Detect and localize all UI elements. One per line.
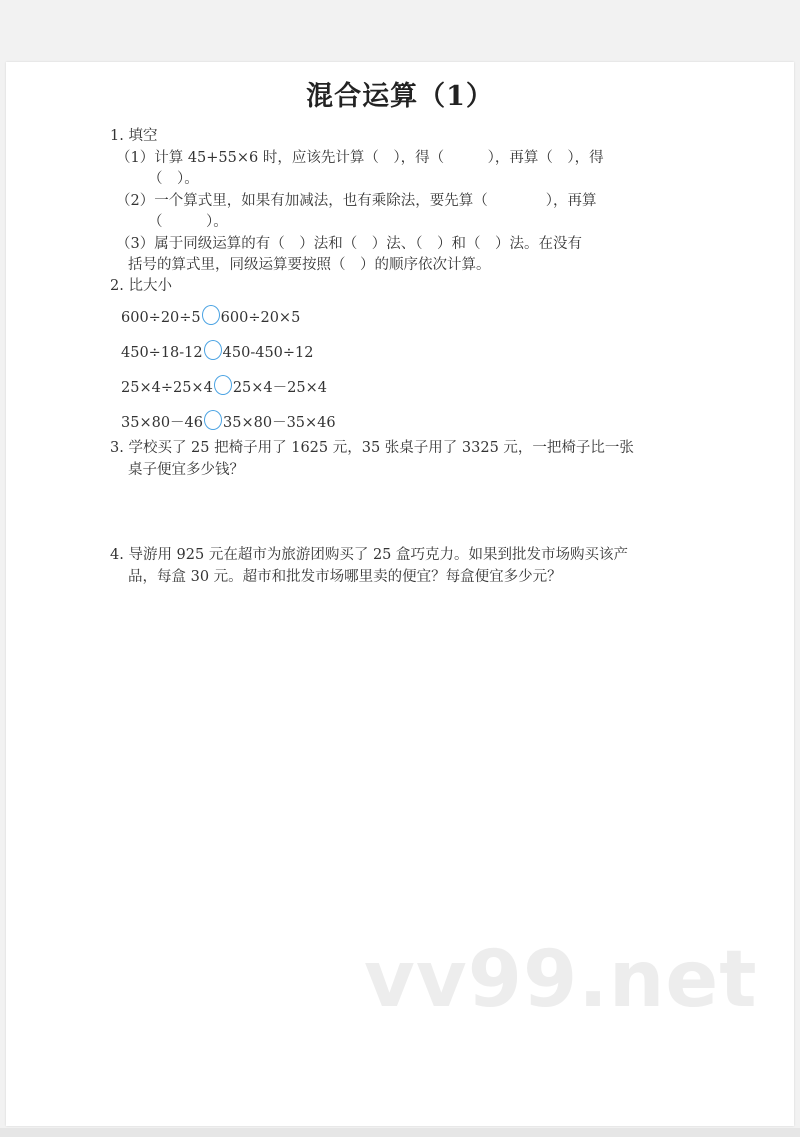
- q4-line2: 品，每盒 30 元。超市和批发市场哪里卖的便宜？每盒便宜多少元？: [128, 569, 562, 585]
- answer-circle[interactable]: [202, 305, 220, 325]
- q1-part2-line1: （2）一个算式里，如果有加减法，也有乘除法，要先算（ ），再算: [116, 193, 597, 209]
- watermark: vv99.net: [364, 935, 758, 1025]
- compare-left: 25×4÷25×4: [121, 380, 213, 396]
- q1-part1-line1: （1）计算 45+55×6 时，应该先计算（ ），得（ ），再算（ ），得: [116, 150, 604, 166]
- compare-right: 25×4－25×4: [232, 380, 327, 396]
- q4-line1: 4. 导游用 925 元在超市为旅游团购买了 25 盒巧克力。如果到批发市场购买该产: [110, 547, 629, 563]
- compare-left: 450÷18-12: [121, 345, 203, 361]
- compare-row-3: [121, 375, 327, 399]
- q1-part3-line1: （3）属于同级运算的有（ ）法和（ ）法、（ ）和（ ）法。在没有: [116, 236, 582, 252]
- q2-heading: 2. 比大小: [110, 278, 172, 294]
- q3-line2: 桌子便宜多少钱？: [128, 462, 244, 478]
- q1-part1-line2: （ ）。: [148, 171, 199, 187]
- bottom-strip: [0, 1128, 800, 1137]
- compare-row-2: [121, 340, 314, 364]
- answer-circle[interactable]: [214, 375, 232, 395]
- answer-circle[interactable]: [204, 410, 222, 430]
- page-title: 混合运算（1）: [306, 81, 494, 112]
- compare-row-4: [121, 410, 336, 434]
- q3-line1: 3. 学校买了 25 把椅子用了 1625 元，35 张桌子用了 3325 元，一把椅子比一张: [110, 440, 634, 456]
- compare-left: 600÷20÷5: [121, 310, 201, 326]
- compare-right: 450-450÷12: [222, 345, 314, 361]
- compare-row-1: [121, 305, 300, 329]
- compare-left: 35×80－46: [121, 415, 204, 431]
- compare-right: 600÷20×5: [220, 310, 301, 326]
- q1-part3-line2: 括号的算式里，同级运算要按照（ ）的顺序依次计算。: [128, 257, 491, 273]
- q1-heading: 1. 填空: [110, 128, 158, 144]
- compare-right: 35×80－35×46: [223, 415, 336, 431]
- q1-part2-line2: （ ）。: [148, 214, 228, 230]
- answer-circle[interactable]: [204, 340, 222, 360]
